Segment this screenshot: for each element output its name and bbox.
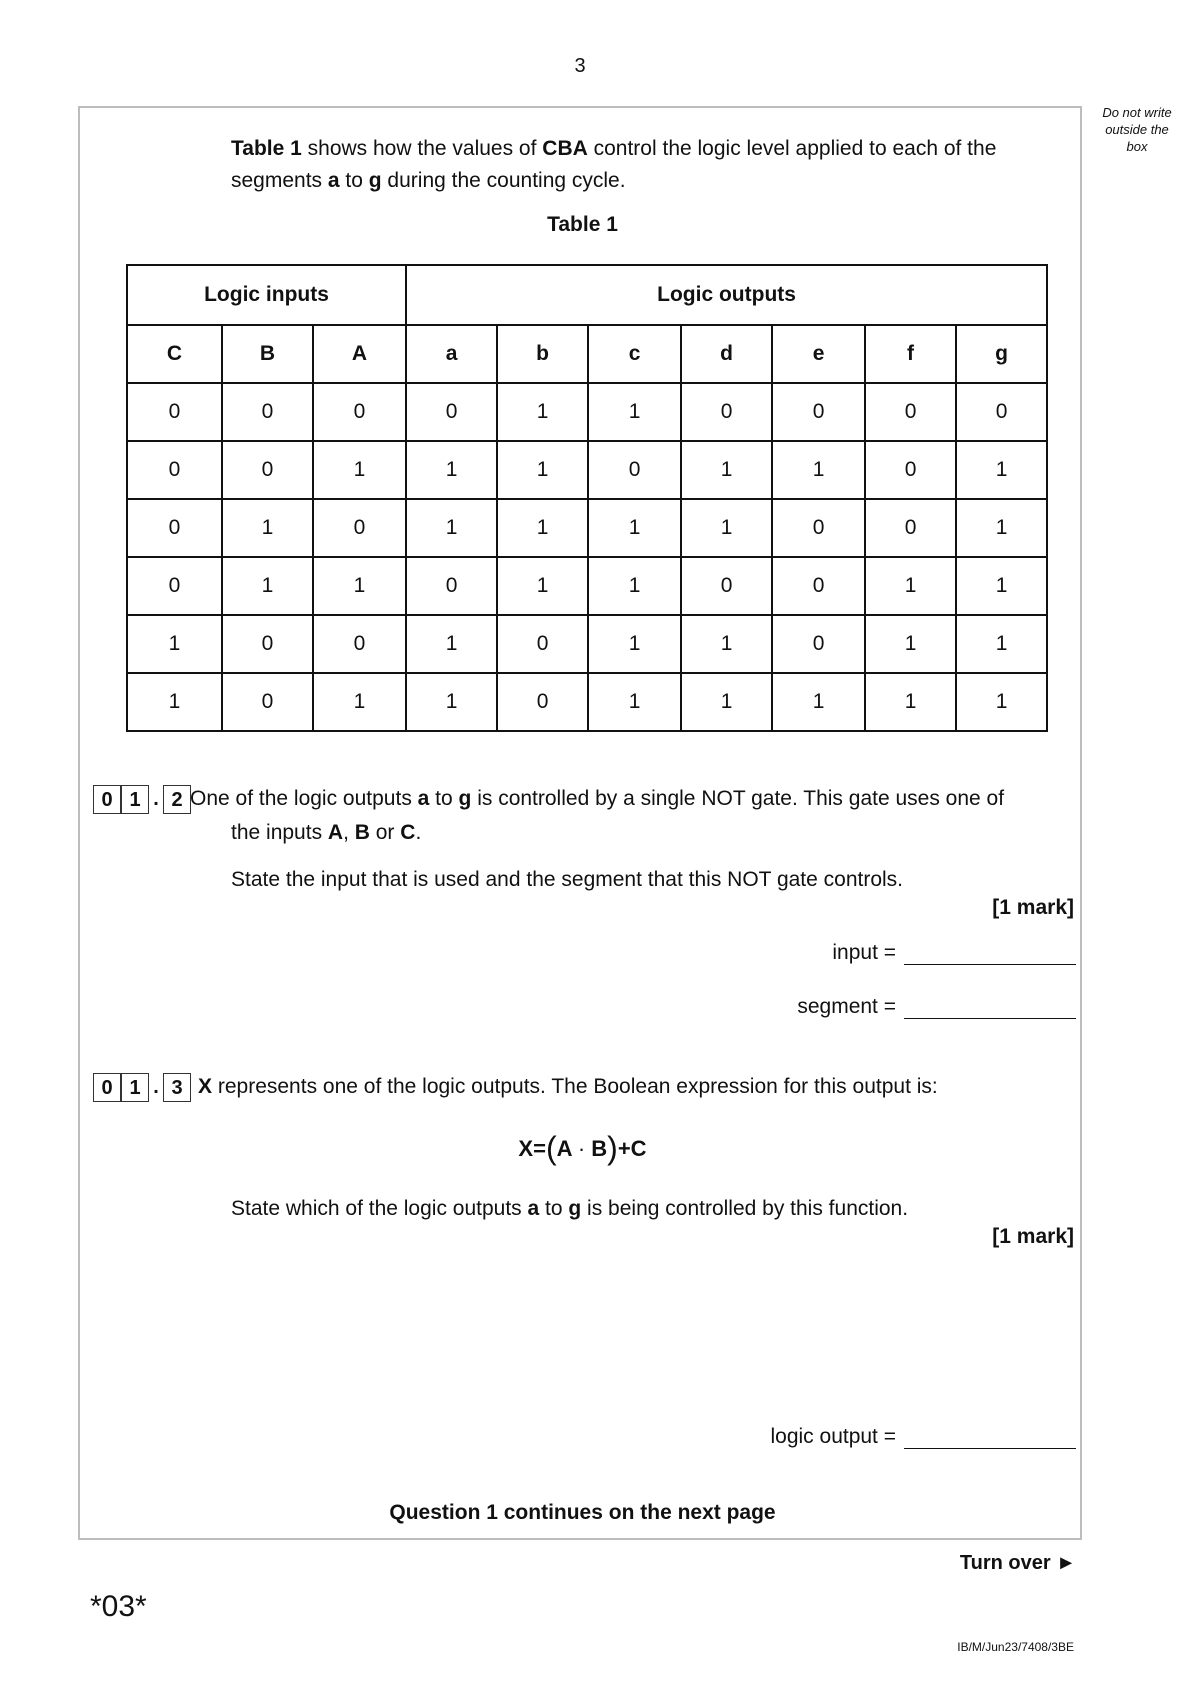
table-cell: 0: [681, 383, 772, 441]
turn-over-label: Turn over ►: [959, 1552, 1076, 1574]
column-header: e: [772, 325, 865, 383]
table-cell: 1: [497, 383, 588, 441]
table-cell: 1: [865, 615, 956, 673]
table-row: [127, 499, 1047, 557]
answer-label: segment =: [797, 995, 896, 1018]
input-answer-line[interactable]: [832, 940, 1076, 965]
table-cell: 0: [865, 499, 956, 557]
margin-note-line: Do not write: [1102, 105, 1172, 120]
answer-blank[interactable]: [904, 994, 1076, 1019]
table-cell: 0: [313, 383, 406, 441]
table-cell: 1: [681, 615, 772, 673]
mark-allocation: [1 mark]: [992, 1225, 1074, 1248]
table-cell: 1: [956, 673, 1047, 731]
table-cell: 0: [313, 499, 406, 557]
table-cell: 0: [497, 615, 588, 673]
column-header: b: [497, 325, 588, 383]
table-cell: 0: [772, 557, 865, 615]
table-cell: 1: [406, 673, 497, 731]
table-cell: 1: [956, 557, 1047, 615]
table-cell: 0: [127, 441, 222, 499]
table-cell: 1: [127, 673, 222, 731]
table-cell: 1: [588, 499, 681, 557]
table-cell: 1: [681, 673, 772, 731]
table-cell: 0: [222, 383, 313, 441]
table-cell: 0: [772, 383, 865, 441]
instruction-text: State which of the logic outputs a to g is being controlled by this function.: [231, 1197, 909, 1220]
group-header-outputs: Logic outputs: [406, 265, 1047, 325]
table-cell: 0: [588, 441, 681, 499]
table-cell: 0: [406, 383, 497, 441]
question-text: the inputs A, B or C.: [231, 821, 422, 844]
table-cell: 0: [222, 673, 313, 731]
reference-code: IB/M/Jun23/7408/3BE: [957, 1640, 1074, 1654]
table-cell: 0: [127, 383, 222, 441]
table-caption: Table 1: [547, 213, 618, 236]
table-cell: 1: [588, 557, 681, 615]
table-cell: 1: [313, 673, 406, 731]
table-cell: 0: [127, 499, 222, 557]
table-row: [127, 383, 1047, 441]
column-header: B: [222, 325, 313, 383]
table-cell: 1: [865, 673, 956, 731]
table-cell: 0: [772, 499, 865, 557]
table-cell: 1: [222, 557, 313, 615]
margin-note-line: outside the: [1105, 122, 1169, 137]
answer-blank[interactable]: [904, 1424, 1076, 1449]
table-cell: 1: [772, 673, 865, 731]
table-cell: 0: [222, 615, 313, 673]
table-cell: 1: [497, 441, 588, 499]
table-cell: 1: [497, 499, 588, 557]
question-text: One of the logic outputs a to g is controlled by a single NOT gate. This gate uses one of: [190, 787, 1005, 810]
table-cell: 1: [313, 441, 406, 499]
table-cell: 0: [406, 557, 497, 615]
continues-note: Question 1 continues on the next page: [389, 1501, 776, 1524]
table-cell: 1: [313, 557, 406, 615]
group-header-inputs: Logic inputs: [127, 265, 406, 325]
table-cell: 1: [956, 441, 1047, 499]
table-cell: 0: [222, 441, 313, 499]
table-cell: 1: [588, 383, 681, 441]
table-cell: 1: [956, 499, 1047, 557]
table-cell: 1: [588, 673, 681, 731]
table-cell: 1: [406, 499, 497, 557]
table-cell: 1: [681, 441, 772, 499]
page-number: 3: [574, 55, 586, 77]
table-cell: 0: [956, 383, 1047, 441]
column-header: f: [865, 325, 956, 383]
instruction-text: State the input that is used and the segment that this NOT gate controls.: [231, 868, 904, 891]
question-number-box: 0 1 . 2: [93, 785, 191, 814]
table-cell: 1: [222, 499, 313, 557]
table-cell: 0: [127, 557, 222, 615]
table-row: [127, 441, 1047, 499]
table-cell: 1: [588, 615, 681, 673]
table-body: [127, 383, 1047, 731]
table-cell: 0: [865, 383, 956, 441]
margin-note: [1096, 104, 1178, 155]
column-header: a: [406, 325, 497, 383]
answer-label: input =: [832, 941, 896, 964]
segment-answer-line[interactable]: [797, 994, 1076, 1019]
table-cell: 0: [497, 673, 588, 731]
column-header: c: [588, 325, 681, 383]
table-cell: 0: [313, 615, 406, 673]
table-row: [127, 557, 1047, 615]
question-number-box: 0 1 . 3: [93, 1073, 191, 1102]
column-header: g: [956, 325, 1047, 383]
question-text: X represents one of the logic outputs. The Boolean expression for this output is:: [198, 1075, 938, 1098]
answer-label: logic output =: [770, 1425, 896, 1448]
mark-allocation: [1 mark]: [992, 896, 1074, 919]
table-cell: 1: [127, 615, 222, 673]
intro-text: Table 1 shows how the values of CBA control the logic level applied to each of the segments a to g during the counting cycle.: [231, 137, 997, 192]
column-header-row: [127, 325, 1047, 383]
table-cell: 1: [956, 615, 1047, 673]
table-cell: 0: [681, 557, 772, 615]
margin-note-line: box: [1126, 139, 1148, 154]
table-row: [127, 673, 1047, 731]
table-cell: 1: [681, 499, 772, 557]
column-header: C: [127, 325, 222, 383]
column-header: d: [681, 325, 772, 383]
table-cell: 0: [865, 441, 956, 499]
table-row: [127, 615, 1047, 673]
table-cell: 1: [865, 557, 956, 615]
answer-blank[interactable]: [904, 940, 1076, 965]
table-cell: 1: [772, 441, 865, 499]
logic-output-answer-line[interactable]: [770, 1424, 1076, 1449]
boolean-expression: X=(A · B)+C: [518, 1130, 647, 1166]
column-header: A: [313, 325, 406, 383]
table-cell: 1: [406, 441, 497, 499]
page-code: *03*: [90, 1590, 147, 1623]
truth-table: [126, 264, 1048, 732]
table-cell: 1: [497, 557, 588, 615]
table-cell: 1: [406, 615, 497, 673]
table-cell: 0: [772, 615, 865, 673]
